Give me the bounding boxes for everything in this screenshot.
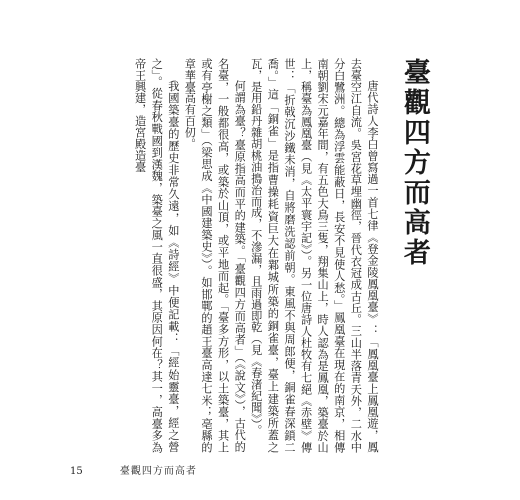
running-title: 臺觀四方而高者 xyxy=(119,466,197,477)
page-title: 臺觀四方而高者 xyxy=(398,58,430,268)
vertical-text-block xyxy=(131,58,452,453)
paragraph-2: 何謂為臺？臺原指高而平的建築。「臺觀四方而高者」（《說文》），古代的名臺，一般都很高，或築於山頂，或平地而起。「臺多方形，以土築臺，其上或有亭榭之類」（梁思成《中國建築史》）。如邯鄲的趙王臺高達七米；亳縣的章華臺高有百仞。 xyxy=(183,58,247,453)
page-footer xyxy=(70,462,197,477)
page-number: 15 xyxy=(70,466,83,477)
paragraph-1: 唐代詩人李白曾寫過一首七律《登金陵鳳凰臺》：「鳳凰臺上鳳凰遊，鳳去臺空江自流。吳宮花草埋幽徑，晉代衣冠成古丘。三山半落青天外，二水中分白鷺洲。總為浮雲能蔽日，長安不見使人愁。」鳳凰臺在現在的南京，相傳南朝劉宋元嘉年間，有五色大鳥三隻，翔集山上，時人認為是鳳凰，築臺於山上，稱臺為鳳凰臺（見《太平寰宇記》）。另一位唐詩人杜牧有七絕《赤壁》傳世：「折戟沉沙鐵未消，自將磨洗認前朝。東風不與周郎便，銅雀春深鎖二喬。」這「銅雀」是指曹操耗資巨大在鄴城所築的銅雀臺，臺上建築所蓋之瓦，是用鉛丹雜胡桃油搗治而成，不滲漏，且雨過即乾（見《春渚紀聞》）。 xyxy=(249,58,379,453)
paragraph-3: 我國築臺的歷史非常久遠，如《詩經》中便記載：「經始靈臺，經之營之」。從春秋戰國到漢魏，築臺之風一直很盛，其原因何在？其一，高臺多為帝王興建，造宮殿造臺 xyxy=(133,58,180,453)
